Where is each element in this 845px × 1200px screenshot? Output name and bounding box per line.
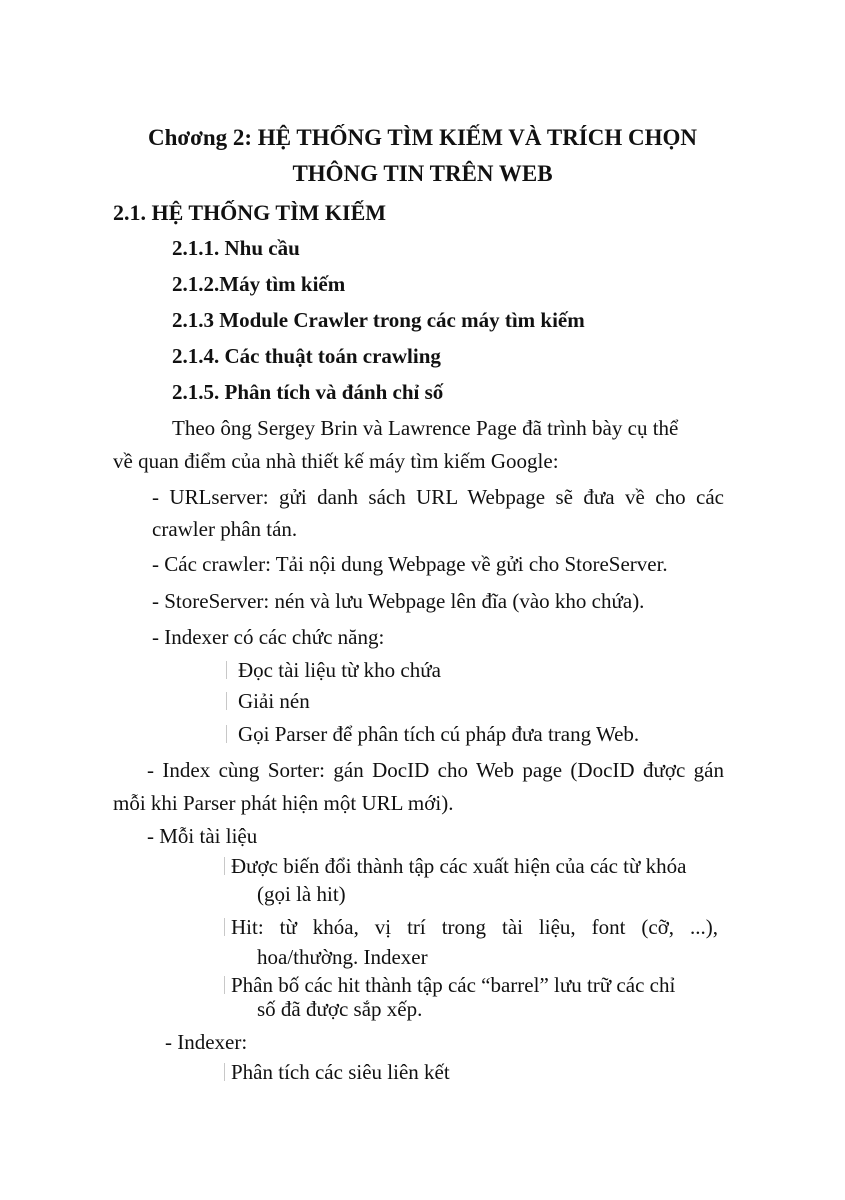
bullet-icon [224, 976, 225, 994]
list-item: Phân tích các siêu liên kết [231, 1060, 450, 1084]
bullet-icon [226, 725, 227, 743]
section-heading: 2.1. HỆ THỐNG TÌM KIẾM [113, 200, 387, 225]
list-item: Phân bố các hit thành tập các “barrel” lưu trữ các chỉ [231, 973, 676, 997]
paragraph-line: - StoreServer: nén và lưu Webpage lên đĩa (vào kho chứa). [152, 589, 645, 613]
list-item: Đọc tài liệu từ kho chứa [238, 658, 441, 682]
bullet-icon [224, 918, 225, 936]
list-item-continuation: số đã được sắp xếp. [257, 997, 423, 1021]
list-item: Giải nén [238, 689, 310, 713]
bullet-icon [224, 1063, 225, 1081]
bullet-icon [224, 857, 225, 875]
list-item: Hit: từ khóa, vị trí trong tài liệu, font (cỡ, ...), [231, 915, 718, 939]
subsection-heading: 2.1.4. Các thuật toán crawling [172, 344, 441, 368]
list-item: Được biến đổi thành tập các xuất hiện của các từ khóa [231, 854, 687, 878]
subsection-heading: 2.1.1. Nhu cầu [172, 236, 300, 260]
chapter-title-line2: THÔNG TIN TRÊN WEB [292, 161, 553, 186]
paragraph-line: mỗi khi Parser phát hiện một URL mới). [113, 791, 454, 815]
subsection-heading: 2.1.3 Module Crawler trong các máy tìm kiếm [172, 308, 585, 332]
list-item: Gọi Parser để phân tích cú pháp đưa trang Web. [238, 722, 640, 746]
bullet-icon [226, 661, 227, 679]
paragraph-line: - Indexer có các chức năng: [152, 625, 385, 649]
subsection-heading: 2.1.5. Phân tích và đánh chỉ số [172, 380, 444, 404]
list-item-continuation: (gọi là hit) [257, 882, 346, 906]
list-item-continuation: hoa/thường. Indexer [257, 945, 428, 969]
bullet-icon [226, 692, 227, 710]
subsection-heading: 2.1.2.Máy tìm kiếm [172, 272, 346, 296]
paragraph-line: - URLserver: gửi danh sách URL Webpage sẽ đưa về cho các [152, 485, 724, 509]
paragraph-line: Theo ông Sergey Brin và Lawrence Page đã trình bày cụ thể [172, 416, 679, 440]
paragraph-line: - Indexer: [165, 1030, 248, 1054]
paragraph-line: về quan điểm của nhà thiết kế máy tìm kiếm Google: [113, 449, 559, 473]
chapter-title-line1: Chơơng 2: HỆ THỐNG TÌM KIẾM VÀ TRÍCH CHỌN [147, 125, 698, 150]
paragraph-line: crawler phân tán. [152, 517, 298, 541]
paragraph-line: - Mỗi tài liệu [147, 824, 258, 848]
paragraph-line: - Index cùng Sorter: gán DocID cho Web page (DocID được gán [147, 758, 724, 782]
paragraph-line: - Các crawler: Tải nội dung Webpage về gửi cho StoreServer. [152, 552, 668, 576]
